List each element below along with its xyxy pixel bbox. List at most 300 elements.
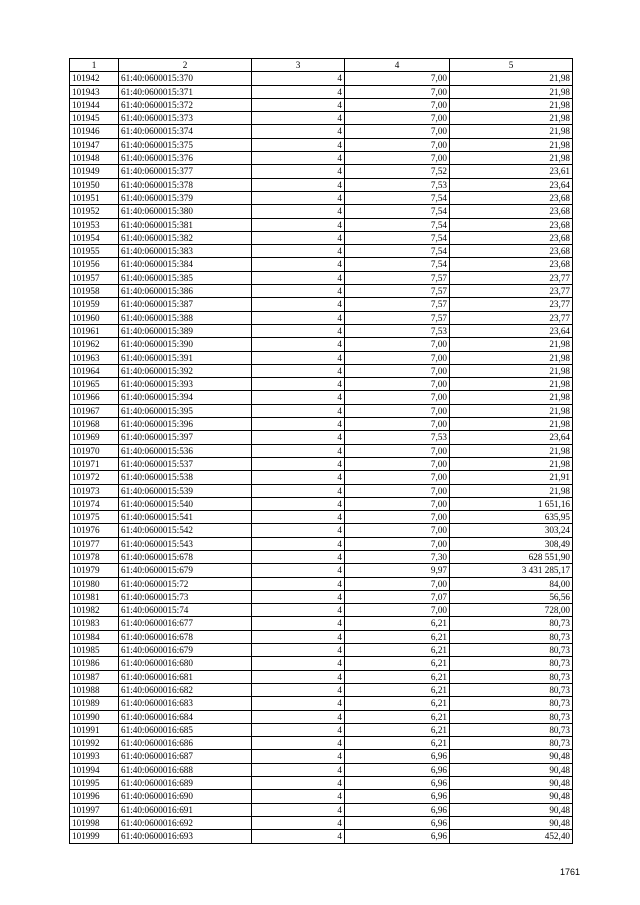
table-cell: 7,54 xyxy=(345,231,450,244)
table-cell: 4 xyxy=(252,444,345,457)
table-cell: 61:40:0600015:373 xyxy=(119,112,252,125)
table-cell: 101951 xyxy=(70,191,119,204)
table-cell: 80,73 xyxy=(450,710,573,723)
table-cell: 4 xyxy=(252,324,345,337)
table-cell: 90,48 xyxy=(450,777,573,790)
table-cell: 4 xyxy=(252,484,345,497)
table-cell: 21,98 xyxy=(450,112,573,125)
table-row xyxy=(70,511,573,524)
table-cell: 6,21 xyxy=(345,737,450,750)
table-cell: 101993 xyxy=(70,750,119,763)
table-row xyxy=(70,444,573,457)
table-cell: 7,53 xyxy=(345,431,450,444)
table-cell: 61:40:0600015:378 xyxy=(119,178,252,191)
table-cell: 101968 xyxy=(70,418,119,431)
table-cell: 101956 xyxy=(70,258,119,271)
table-row xyxy=(70,471,573,484)
table-row xyxy=(70,98,573,111)
table-cell: 101949 xyxy=(70,165,119,178)
table-row xyxy=(70,351,573,364)
table-cell: 4 xyxy=(252,245,345,258)
table-cell: 7,00 xyxy=(345,484,450,497)
table-cell: 61:40:0600016:683 xyxy=(119,697,252,710)
table-cell: 7,57 xyxy=(345,271,450,284)
table-cell: 23,77 xyxy=(450,271,573,284)
table-cell: 4 xyxy=(252,138,345,151)
table-cell: 101944 xyxy=(70,98,119,111)
table-cell: 101952 xyxy=(70,205,119,218)
table-cell: 61:40:0600015:541 xyxy=(119,511,252,524)
table-cell: 101978 xyxy=(70,550,119,563)
table-cell: 101979 xyxy=(70,564,119,577)
table-cell: 4 xyxy=(252,191,345,204)
table-cell: 23,77 xyxy=(450,298,573,311)
table-cell: 101966 xyxy=(70,391,119,404)
table-cell: 7,54 xyxy=(345,218,450,231)
table-cell: 101987 xyxy=(70,670,119,683)
table-cell: 80,73 xyxy=(450,723,573,736)
table-cell: 23,68 xyxy=(450,218,573,231)
table-row xyxy=(70,245,573,258)
table-cell: 4 xyxy=(252,271,345,284)
table-cell: 4 xyxy=(252,404,345,417)
table-cell: 7,00 xyxy=(345,125,450,138)
table-row xyxy=(70,338,573,351)
table-row xyxy=(70,550,573,563)
table-row xyxy=(70,231,573,244)
table-row xyxy=(70,191,573,204)
table-cell: 61:40:0600016:686 xyxy=(119,737,252,750)
table-cell: 61:40:0600015:380 xyxy=(119,205,252,218)
table-cell: 303,24 xyxy=(450,524,573,537)
table-cell: 4 xyxy=(252,777,345,790)
table-cell: 21,98 xyxy=(450,444,573,457)
table-cell: 101970 xyxy=(70,444,119,457)
table-cell: 80,73 xyxy=(450,670,573,683)
table-cell: 61:40:0600015:540 xyxy=(119,497,252,510)
table-cell: 61:40:0600016:689 xyxy=(119,777,252,790)
table-cell: 61:40:0600015:387 xyxy=(119,298,252,311)
table-cell: 61:40:0600015:393 xyxy=(119,378,252,391)
table-row xyxy=(70,138,573,151)
table-cell: 101946 xyxy=(70,125,119,138)
table-cell: 23,68 xyxy=(450,245,573,258)
table-cell: 7,00 xyxy=(345,497,450,510)
table-cell: 7,00 xyxy=(345,457,450,470)
table-cell: 6,96 xyxy=(345,803,450,816)
data-table xyxy=(69,58,573,844)
table-cell: 23,77 xyxy=(450,311,573,324)
page-number: 1761 xyxy=(560,867,581,877)
table-cell: 7,53 xyxy=(345,324,450,337)
table-cell: 101972 xyxy=(70,471,119,484)
table-row xyxy=(70,457,573,470)
table-cell: 61:40:0600015:384 xyxy=(119,258,252,271)
table-row xyxy=(70,497,573,510)
table-cell: 7,00 xyxy=(345,577,450,590)
table-cell: 61:40:0600015:396 xyxy=(119,418,252,431)
table-row xyxy=(70,697,573,710)
table-row xyxy=(70,152,573,165)
table-cell: 7,00 xyxy=(345,85,450,98)
table-cell: 7,54 xyxy=(345,245,450,258)
table-cell: 61:40:0600015:397 xyxy=(119,431,252,444)
table-cell: 101992 xyxy=(70,737,119,750)
table-cell: 56,56 xyxy=(450,590,573,603)
table-cell: 101976 xyxy=(70,524,119,537)
table-cell: 101953 xyxy=(70,218,119,231)
table-cell: 61:40:0600016:690 xyxy=(119,790,252,803)
table-cell: 6,21 xyxy=(345,617,450,630)
table-cell: 61:40:0600016:682 xyxy=(119,683,252,696)
table-cell: 101985 xyxy=(70,644,119,657)
table-cell: 101955 xyxy=(70,245,119,258)
table-cell: 101950 xyxy=(70,178,119,191)
table-cell: 61:40:0600015:382 xyxy=(119,231,252,244)
table-cell: 101975 xyxy=(70,511,119,524)
table-cell: 23,64 xyxy=(450,324,573,337)
table-row xyxy=(70,537,573,550)
table-cell: 7,57 xyxy=(345,285,450,298)
table-cell: 21,98 xyxy=(450,418,573,431)
table-row xyxy=(70,777,573,790)
table-cell: 101960 xyxy=(70,311,119,324)
column-header: 3 xyxy=(252,59,345,72)
table-cell: 101961 xyxy=(70,324,119,337)
table-cell: 6,96 xyxy=(345,777,450,790)
table-cell: 80,73 xyxy=(450,683,573,696)
table-cell: 4 xyxy=(252,338,345,351)
table-cell: 61:40:0600016:681 xyxy=(119,670,252,683)
table-cell: 7,53 xyxy=(345,178,450,191)
table-cell: 101996 xyxy=(70,790,119,803)
table-cell: 4 xyxy=(252,364,345,377)
table-cell: 4 xyxy=(252,298,345,311)
table-cell: 61:40:0600015:379 xyxy=(119,191,252,204)
table-cell: 21,98 xyxy=(450,125,573,138)
table-row xyxy=(70,364,573,377)
table-cell: 7,00 xyxy=(345,604,450,617)
table-cell: 21,98 xyxy=(450,138,573,151)
table-cell: 4 xyxy=(252,125,345,138)
table-cell: 101984 xyxy=(70,630,119,643)
table-row xyxy=(70,617,573,630)
table-cell: 23,61 xyxy=(450,165,573,178)
table-row xyxy=(70,72,573,85)
table-cell: 4 xyxy=(252,630,345,643)
table-cell: 4 xyxy=(252,165,345,178)
table-cell: 101995 xyxy=(70,777,119,790)
table-cell: 4 xyxy=(252,311,345,324)
table-cell: 1 651,16 xyxy=(450,497,573,510)
table-row xyxy=(70,404,573,417)
table-cell: 80,73 xyxy=(450,657,573,670)
table-cell: 21,98 xyxy=(450,351,573,364)
table-cell: 61:40:0600015:72 xyxy=(119,577,252,590)
table-cell: 61:40:0600015:389 xyxy=(119,324,252,337)
table-cell: 61:40:0600016:685 xyxy=(119,723,252,736)
table-cell: 61:40:0600015:538 xyxy=(119,471,252,484)
table-cell: 101999 xyxy=(70,830,119,843)
table-cell: 101964 xyxy=(70,364,119,377)
table-cell: 90,48 xyxy=(450,803,573,816)
table-cell: 101991 xyxy=(70,723,119,736)
table-cell: 61:40:0600015:678 xyxy=(119,550,252,563)
table-row xyxy=(70,418,573,431)
table-cell: 4 xyxy=(252,218,345,231)
table-row xyxy=(70,723,573,736)
table-row xyxy=(70,85,573,98)
table-cell: 7,00 xyxy=(345,152,450,165)
table-cell: 7,00 xyxy=(345,391,450,404)
table-cell: 4 xyxy=(252,112,345,125)
table-cell: 80,73 xyxy=(450,617,573,630)
table-cell: 4 xyxy=(252,590,345,603)
table-cell: 101967 xyxy=(70,404,119,417)
table-cell: 4 xyxy=(252,803,345,816)
table-cell: 7,00 xyxy=(345,98,450,111)
table-cell: 4 xyxy=(252,537,345,550)
table-cell: 61:40:0600015:383 xyxy=(119,245,252,258)
table-cell: 61:40:0600015:370 xyxy=(119,72,252,85)
table-cell: 101962 xyxy=(70,338,119,351)
table-cell: 101981 xyxy=(70,590,119,603)
table-cell: 90,48 xyxy=(450,750,573,763)
table-cell: 61:40:0600015:381 xyxy=(119,218,252,231)
table-cell: 4 xyxy=(252,98,345,111)
table-cell: 4 xyxy=(252,85,345,98)
column-header: 2 xyxy=(119,59,252,72)
table-cell: 4 xyxy=(252,351,345,364)
table-cell: 4 xyxy=(252,418,345,431)
table-cell: 4 xyxy=(252,763,345,776)
table-cell: 308,49 xyxy=(450,537,573,550)
column-header: 1 xyxy=(70,59,119,72)
table-cell: 61:40:0600015:377 xyxy=(119,165,252,178)
table-cell: 7,54 xyxy=(345,191,450,204)
table-cell: 6,21 xyxy=(345,630,450,643)
table-cell: 6,96 xyxy=(345,790,450,803)
table-row xyxy=(70,577,573,590)
table-cell: 4 xyxy=(252,830,345,843)
table-cell: 3 431 285,17 xyxy=(450,564,573,577)
table-cell: 23,64 xyxy=(450,431,573,444)
table-cell: 7,00 xyxy=(345,471,450,484)
table-cell: 61:40:0600016:677 xyxy=(119,617,252,630)
table-cell: 4 xyxy=(252,617,345,630)
table-row xyxy=(70,298,573,311)
table-cell: 61:40:0600015:371 xyxy=(119,85,252,98)
table-cell: 23,68 xyxy=(450,258,573,271)
table-row xyxy=(70,657,573,670)
table-cell: 61:40:0600016:688 xyxy=(119,763,252,776)
table-cell: 101963 xyxy=(70,351,119,364)
table-row xyxy=(70,205,573,218)
table-cell: 6,21 xyxy=(345,644,450,657)
table-cell: 4 xyxy=(252,683,345,696)
table-cell: 101983 xyxy=(70,617,119,630)
table-cell: 21,98 xyxy=(450,484,573,497)
table-cell: 4 xyxy=(252,710,345,723)
table-cell: 7,00 xyxy=(345,378,450,391)
table-row xyxy=(70,484,573,497)
table-cell: 21,98 xyxy=(450,152,573,165)
table-cell: 21,98 xyxy=(450,72,573,85)
table-cell: 21,91 xyxy=(450,471,573,484)
table-cell: 101989 xyxy=(70,697,119,710)
table-cell: 7,00 xyxy=(345,404,450,417)
table-cell: 101942 xyxy=(70,72,119,85)
table-cell: 101998 xyxy=(70,816,119,829)
table-cell: 61:40:0600015:73 xyxy=(119,590,252,603)
table-cell: 101986 xyxy=(70,657,119,670)
table-cell: 4 xyxy=(252,152,345,165)
table-cell: 61:40:0600015:395 xyxy=(119,404,252,417)
table-row xyxy=(70,604,573,617)
table-row xyxy=(70,763,573,776)
table-cell: 6,21 xyxy=(345,670,450,683)
table-cell: 61:40:0600015:392 xyxy=(119,364,252,377)
table-cell: 452,40 xyxy=(450,830,573,843)
table-cell: 61:40:0600015:376 xyxy=(119,152,252,165)
table-cell: 61:40:0600015:386 xyxy=(119,285,252,298)
table-cell: 61:40:0600015:679 xyxy=(119,564,252,577)
table-cell: 6,21 xyxy=(345,697,450,710)
table-cell: 4 xyxy=(252,816,345,829)
table-row xyxy=(70,524,573,537)
table-cell: 4 xyxy=(252,258,345,271)
table-cell: 4 xyxy=(252,457,345,470)
table-cell: 7,54 xyxy=(345,258,450,271)
table-cell: 61:40:0600016:678 xyxy=(119,630,252,643)
table-cell: 61:40:0600016:679 xyxy=(119,644,252,657)
table-cell: 101947 xyxy=(70,138,119,151)
column-header: 5 xyxy=(450,59,573,72)
table-cell: 101965 xyxy=(70,378,119,391)
table-cell: 6,96 xyxy=(345,816,450,829)
table-cell: 23,77 xyxy=(450,285,573,298)
table-cell: 80,73 xyxy=(450,697,573,710)
table-cell: 4 xyxy=(252,577,345,590)
table-row xyxy=(70,564,573,577)
table-cell: 6,96 xyxy=(345,763,450,776)
table-row xyxy=(70,218,573,231)
table-cell: 61:40:0600016:691 xyxy=(119,803,252,816)
table-row xyxy=(70,112,573,125)
table-cell: 4 xyxy=(252,431,345,444)
table-cell: 61:40:0600015:385 xyxy=(119,271,252,284)
table-row xyxy=(70,737,573,750)
table-cell: 9,97 xyxy=(345,564,450,577)
table-cell: 21,98 xyxy=(450,98,573,111)
table-cell: 4 xyxy=(252,471,345,484)
table-cell: 101948 xyxy=(70,152,119,165)
table-cell: 23,68 xyxy=(450,191,573,204)
column-header: 4 xyxy=(345,59,450,72)
table-cell: 7,00 xyxy=(345,418,450,431)
table-cell: 21,98 xyxy=(450,391,573,404)
table-cell: 4 xyxy=(252,644,345,657)
table-cell: 23,64 xyxy=(450,178,573,191)
table-cell: 4 xyxy=(252,497,345,510)
table-cell: 4 xyxy=(252,657,345,670)
table-row xyxy=(70,590,573,603)
table-cell: 4 xyxy=(252,231,345,244)
table-header-row xyxy=(70,59,573,72)
table-cell: 61:40:0600015:394 xyxy=(119,391,252,404)
table-cell: 101977 xyxy=(70,537,119,550)
table-row xyxy=(70,311,573,324)
table-row xyxy=(70,178,573,191)
table-cell: 61:40:0600015:537 xyxy=(119,457,252,470)
table-cell: 7,00 xyxy=(345,338,450,351)
table-cell: 4 xyxy=(252,723,345,736)
table-cell: 61:40:0600015:74 xyxy=(119,604,252,617)
table-cell: 4 xyxy=(252,511,345,524)
table-cell: 7,00 xyxy=(345,351,450,364)
table-cell: 7,57 xyxy=(345,311,450,324)
table-cell: 21,98 xyxy=(450,364,573,377)
table-cell: 23,68 xyxy=(450,231,573,244)
table-cell: 4 xyxy=(252,564,345,577)
table-row xyxy=(70,285,573,298)
table-row xyxy=(70,803,573,816)
table-cell: 628 551,90 xyxy=(450,550,573,563)
table-cell: 101954 xyxy=(70,231,119,244)
table-cell: 61:40:0600015:536 xyxy=(119,444,252,457)
table-row xyxy=(70,630,573,643)
table-cell: 61:40:0600015:539 xyxy=(119,484,252,497)
table-cell: 101958 xyxy=(70,285,119,298)
table-cell: 101943 xyxy=(70,85,119,98)
table-cell: 101969 xyxy=(70,431,119,444)
table-cell: 61:40:0600015:388 xyxy=(119,311,252,324)
table-row xyxy=(70,324,573,337)
table-cell: 4 xyxy=(252,750,345,763)
table-cell: 7,00 xyxy=(345,72,450,85)
table-cell: 4 xyxy=(252,178,345,191)
table-row xyxy=(70,271,573,284)
table-row xyxy=(70,431,573,444)
table-cell: 7,52 xyxy=(345,165,450,178)
table-cell: 7,00 xyxy=(345,537,450,550)
table-cell: 61:40:0600015:372 xyxy=(119,98,252,111)
table-cell: 101990 xyxy=(70,710,119,723)
table-cell: 80,73 xyxy=(450,630,573,643)
table-cell: 4 xyxy=(252,550,345,563)
table-cell: 90,48 xyxy=(450,816,573,829)
table-cell: 61:40:0600016:692 xyxy=(119,816,252,829)
table-cell: 7,54 xyxy=(345,205,450,218)
table-cell: 7,00 xyxy=(345,112,450,125)
table-row xyxy=(70,258,573,271)
table-cell: 101980 xyxy=(70,577,119,590)
table-cell: 80,73 xyxy=(450,644,573,657)
table-cell: 80,73 xyxy=(450,737,573,750)
table-cell: 7,00 xyxy=(345,524,450,537)
table-row xyxy=(70,683,573,696)
table-cell: 61:40:0600016:693 xyxy=(119,830,252,843)
table-cell: 6,21 xyxy=(345,657,450,670)
table-cell: 101973 xyxy=(70,484,119,497)
table-cell: 4 xyxy=(252,205,345,218)
table-row xyxy=(70,750,573,763)
table-cell: 61:40:0600015:390 xyxy=(119,338,252,351)
table-cell: 21,98 xyxy=(450,85,573,98)
table-cell: 101959 xyxy=(70,298,119,311)
table-cell: 6,96 xyxy=(345,830,450,843)
table-cell: 101945 xyxy=(70,112,119,125)
